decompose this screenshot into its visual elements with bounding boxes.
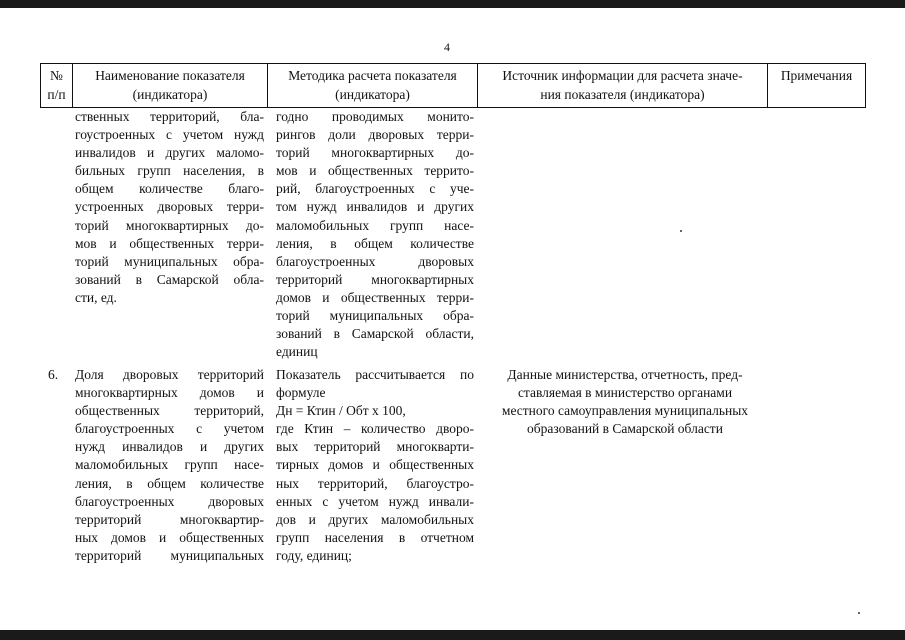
page-number: 4 xyxy=(444,40,450,54)
scan-speck xyxy=(680,230,682,232)
row-6-source: Данные министерства, отчетность, пред- ставляемая в министерство органами местного самоуправления муниципальных образований в Самарской области xyxy=(501,367,749,437)
row-6-method: Показатель рассчитывается по формуле Дн = Ктин / Обт х 100, где Ктин – количество дворо- вых территорий многокварти- тирных домов и общественных ных территорий, благоустро- енных с учетом нужд инвали- дов и других маломобильных групп населения в отчетном году, единиц; xyxy=(276,367,474,563)
header-notes: Примечания xyxy=(780,68,853,83)
row-continued-name: ственных территорий, бла- гоустроенных с учетом нужд инвалидов и других маломо- бильных групп населения, в общем количестве благо- устроенных дворовых терри- торий многоквартирных до- мов и общественных терри- торий муниципальных обра- зований в Самарской обла- сти, ед. xyxy=(75,109,264,305)
row-6-number: 6. xyxy=(48,367,59,382)
header-number: № п/п xyxy=(47,68,66,102)
row-6-name: Доля дворовых территорий многоквартирных домов и общественных территорий, благоустроенных с учетом нужд инвалидов и других маломобильных групп насе- ления, в общем количестве благоустроенных дворовых территорий многоквартир- ных домов и общественных территорий муниципальных xyxy=(75,367,264,563)
header-indicator-name: Наименование показателя (индикатора) xyxy=(95,68,245,102)
bottom-border-bar xyxy=(0,630,905,640)
row-continued-method: годно проводимых монито- рингов доли дворовых терри- торий многоквартирных до- мов и общественных террито- рий, благоустроенных с уче- том нужд инвалидов и других маломобильных групп насе- ления, в общем количестве благоустроенных дворовых территорий многоквартирных домов и общественных терри- торий муниципальных обра- зований в Самарской области, единиц xyxy=(276,109,474,360)
scan-speck xyxy=(858,612,860,614)
top-border-bar xyxy=(0,0,905,8)
header-method: Методика расчета показателя (индикатора) xyxy=(288,68,457,102)
formula: Дн = Ктин / Обт х 100, xyxy=(276,403,406,419)
header-source: Источник информации для расчета значе- ния показателя (индикатора) xyxy=(502,68,743,102)
